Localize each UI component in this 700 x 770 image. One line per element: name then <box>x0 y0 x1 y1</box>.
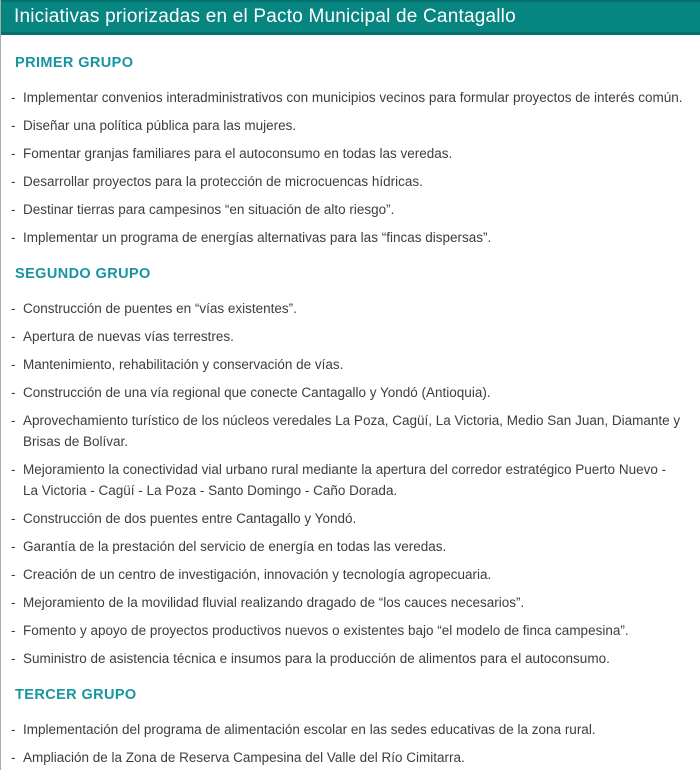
group-section <box>11 687 684 768</box>
title-band <box>1 0 700 35</box>
initiative-item <box>11 171 684 192</box>
group-items <box>11 298 684 669</box>
initiative-text: Suministro de asistencia técnica e insumos para la producción de alimentos para el autoconsumo. <box>23 651 610 666</box>
initiative-text: Construcción de puentes en “vías existentes”. <box>23 301 297 316</box>
initiative-item <box>11 199 684 220</box>
bullet-dash: - <box>11 202 16 217</box>
initiative-text: Mejoramiento de la movilidad fluvial realizando dragado de “los cauces necesarios”. <box>23 595 525 610</box>
initiative-text: Aprovechamiento turístico de los núcleos veredales La Poza, Cagüí, La Victoria, Medio San Juan, Diamante y Brisas de Bolívar. <box>23 413 681 449</box>
initiative-text: Creación de un centro de investigación, innovación y tecnología agropecuaria. <box>23 567 492 582</box>
initiatives-list <box>1 35 700 770</box>
bullet-dash: - <box>11 357 16 372</box>
initiative-text: Diseñar una política pública para las mujeres. <box>23 118 297 133</box>
initiative-text: Mejoramiento la conectividad vial urbano rural mediante la apertura del corredor estratégico Puerto Nuevo - La Victoria - Cagüí - La Poza - Santo Domingo - Caño Dorada. <box>23 462 667 498</box>
bullet-dash: - <box>11 462 16 477</box>
initiative-item <box>11 115 684 136</box>
initiative-item <box>11 298 684 319</box>
initiative-item <box>11 719 684 740</box>
bullet-dash: - <box>11 413 16 428</box>
bullet-dash: - <box>11 595 16 610</box>
bullet-dash: - <box>11 146 16 161</box>
initiative-text: Destinar tierras para campesinos “en situación de alto riesgo”. <box>23 202 395 217</box>
initiative-item <box>11 648 684 669</box>
initiative-text: Construcción de dos puentes entre Cantagallo y Yondó. <box>23 511 357 526</box>
initiative-item <box>11 620 684 641</box>
bullet-dash: - <box>11 651 16 666</box>
bullet-dash: - <box>11 567 16 582</box>
group-heading: TERCER GRUPO <box>15 687 137 703</box>
group-heading: PRIMER GRUPO <box>15 55 134 71</box>
initiative-text: Ampliación de la Zona de Reserva Campesina del Valle del Río Cimitarra. <box>23 750 465 765</box>
initiative-item <box>11 508 684 529</box>
group-items <box>11 719 684 768</box>
initiative-item <box>11 354 684 375</box>
group-items <box>11 87 684 248</box>
initiative-text: Apertura de nuevas vías terrestres. <box>23 329 234 344</box>
bullet-dash: - <box>11 174 16 189</box>
initiative-text: Implementación del programa de alimentación escolar en las sedes educativas de la zona rural. <box>23 722 596 737</box>
bullet-dash: - <box>11 118 16 133</box>
group-heading: SEGUNDO GRUPO <box>15 266 151 282</box>
initiative-item <box>11 564 684 585</box>
initiative-item <box>11 382 684 403</box>
initiative-item <box>11 143 684 164</box>
initiative-text: Garantía de la prestación del servicio de energía en todas las veredas. <box>23 539 447 554</box>
group-section <box>11 266 684 669</box>
initiative-item <box>11 536 684 557</box>
bullet-dash: - <box>11 230 16 245</box>
bullet-dash: - <box>11 329 16 344</box>
bullet-dash: - <box>11 623 16 638</box>
initiative-item <box>11 747 684 768</box>
bullet-dash: - <box>11 750 16 765</box>
initiative-text: Fomentar granjas familiares para el autoconsumo en todas las veredas. <box>23 146 453 161</box>
initiative-item <box>11 326 684 347</box>
bullet-dash: - <box>11 90 16 105</box>
page-title: Iniciativas priorizadas en el Pacto Municipal de Cantagallo <box>14 6 516 27</box>
initiative-text: Desarrollar proyectos para la protección de microcuencas hídricas. <box>23 174 423 189</box>
bullet-dash: - <box>11 385 16 400</box>
bullet-dash: - <box>11 539 16 554</box>
initiative-item <box>11 592 684 613</box>
bullet-dash: - <box>11 301 16 316</box>
initiative-text: Fomento y apoyo de proyectos productivos nuevos o existentes bajo “el modelo de finca campesina”. <box>23 623 629 638</box>
group-section <box>11 55 684 248</box>
bullet-dash: - <box>11 511 16 526</box>
initiative-text: Construcción de una vía regional que conecte Cantagallo y Yondó (Antioquia). <box>23 385 491 400</box>
initiative-text: Implementar convenios interadministrativos con municipios vecinos para formular proyectos de interés común. <box>23 90 683 105</box>
initiative-text: Mantenimiento, rehabilitación y conservación de vías. <box>23 357 344 372</box>
bullet-dash: - <box>11 722 16 737</box>
initiative-item <box>11 227 684 248</box>
initiative-item <box>11 459 684 501</box>
initiative-text: Implementar un programa de energías alternativas para las “fincas dispersas”. <box>23 230 492 245</box>
initiative-item <box>11 410 684 452</box>
initiative-item <box>11 87 684 108</box>
